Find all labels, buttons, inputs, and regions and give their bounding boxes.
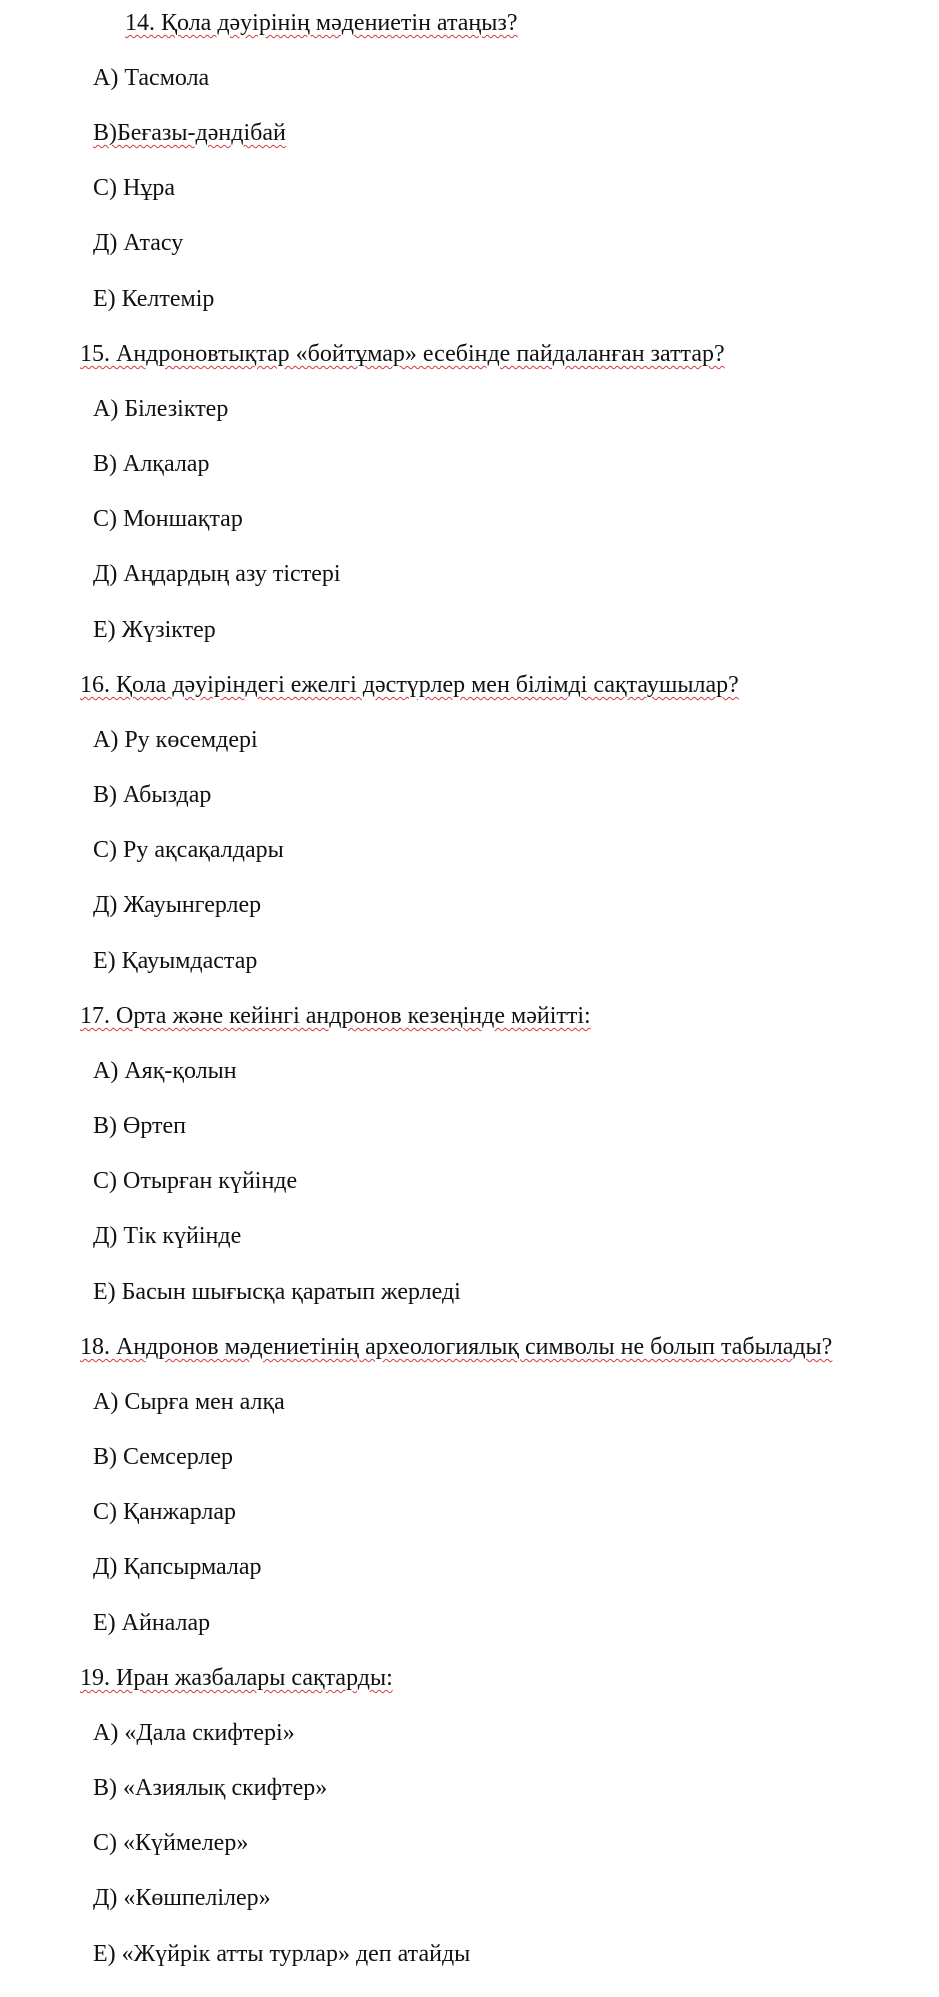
option-15-e: Е) Жүзіктер [93,617,216,643]
question-16: 16. Қола дәуіріндегі ежелгі дәстүрлер мен білімді сақтаушылар? [80,672,739,698]
option-18-a: А) Сырға мен алқа [93,1389,285,1415]
option-15-d: Д) Аңдардың азу тістері [93,561,341,587]
option-16-e: Е) Қауымдастар [93,948,258,974]
option-16-b: В) Абыздар [93,782,212,808]
option-19-a: А) «Дала скифтері» [93,1720,295,1746]
option-14-b: В)Беғазы-дәндібай [93,120,286,146]
question-15: 15. Андроновтықтар «бойтұмар» есебінде пайдаланған заттар? [80,341,725,367]
option-17-c: С) Отырған күйінде [93,1168,298,1194]
question-18: 18. Андронов мәдениетінің археологиялық символы не болып табылады? [80,1334,833,1360]
option-18-d: Д) Қапсырмалар [93,1554,262,1580]
question-17: 17. Орта және кейінгі андронов кезеңінде мәйітті: [80,1003,591,1029]
option-14-d: Д) Атасу [93,230,184,256]
option-18-b: В) Семсерлер [93,1444,234,1470]
option-14-c: С) Нұра [93,175,175,201]
question-19: 19. Иран жазбалары сақтарды: [80,1665,393,1691]
option-17-e: Е) Басын шығысқа қаратып жерледі [93,1279,461,1305]
option-15-b: В) Алқалар [93,451,210,477]
question-14: 14. Қола дәуірінің мәдениетін атаңыз? [125,10,518,36]
option-17-d: Д) Тік күйінде [93,1223,242,1249]
option-14-a: А) Тасмола [93,65,210,91]
option-19-e: Е) «Жүйрік атты турлар» деп атайды [93,1941,471,1967]
option-18-e: Е) Айналар [93,1610,211,1636]
option-15-a: А) Білезіктер [93,396,229,422]
option-14-e: Е) Келтемір [93,286,215,312]
option-18-c: С) Қанжарлар [93,1499,237,1525]
option-17-b: В) Өртеп [93,1113,186,1139]
option-19-b: В) «Азиялық скифтер» [93,1775,328,1801]
option-19-c: С) «Күймелер» [93,1830,249,1856]
option-19-d: Д) «Көшпелілер» [93,1885,271,1911]
option-17-a: А) Аяқ-қолын [93,1058,237,1084]
option-15-c: С) Моншақтар [93,506,243,532]
option-16-d: Д) Жауынгерлер [93,892,262,918]
option-16-a: А) Ру көсемдері [93,727,258,753]
option-16-c: С) Ру ақсақалдары [93,837,284,863]
